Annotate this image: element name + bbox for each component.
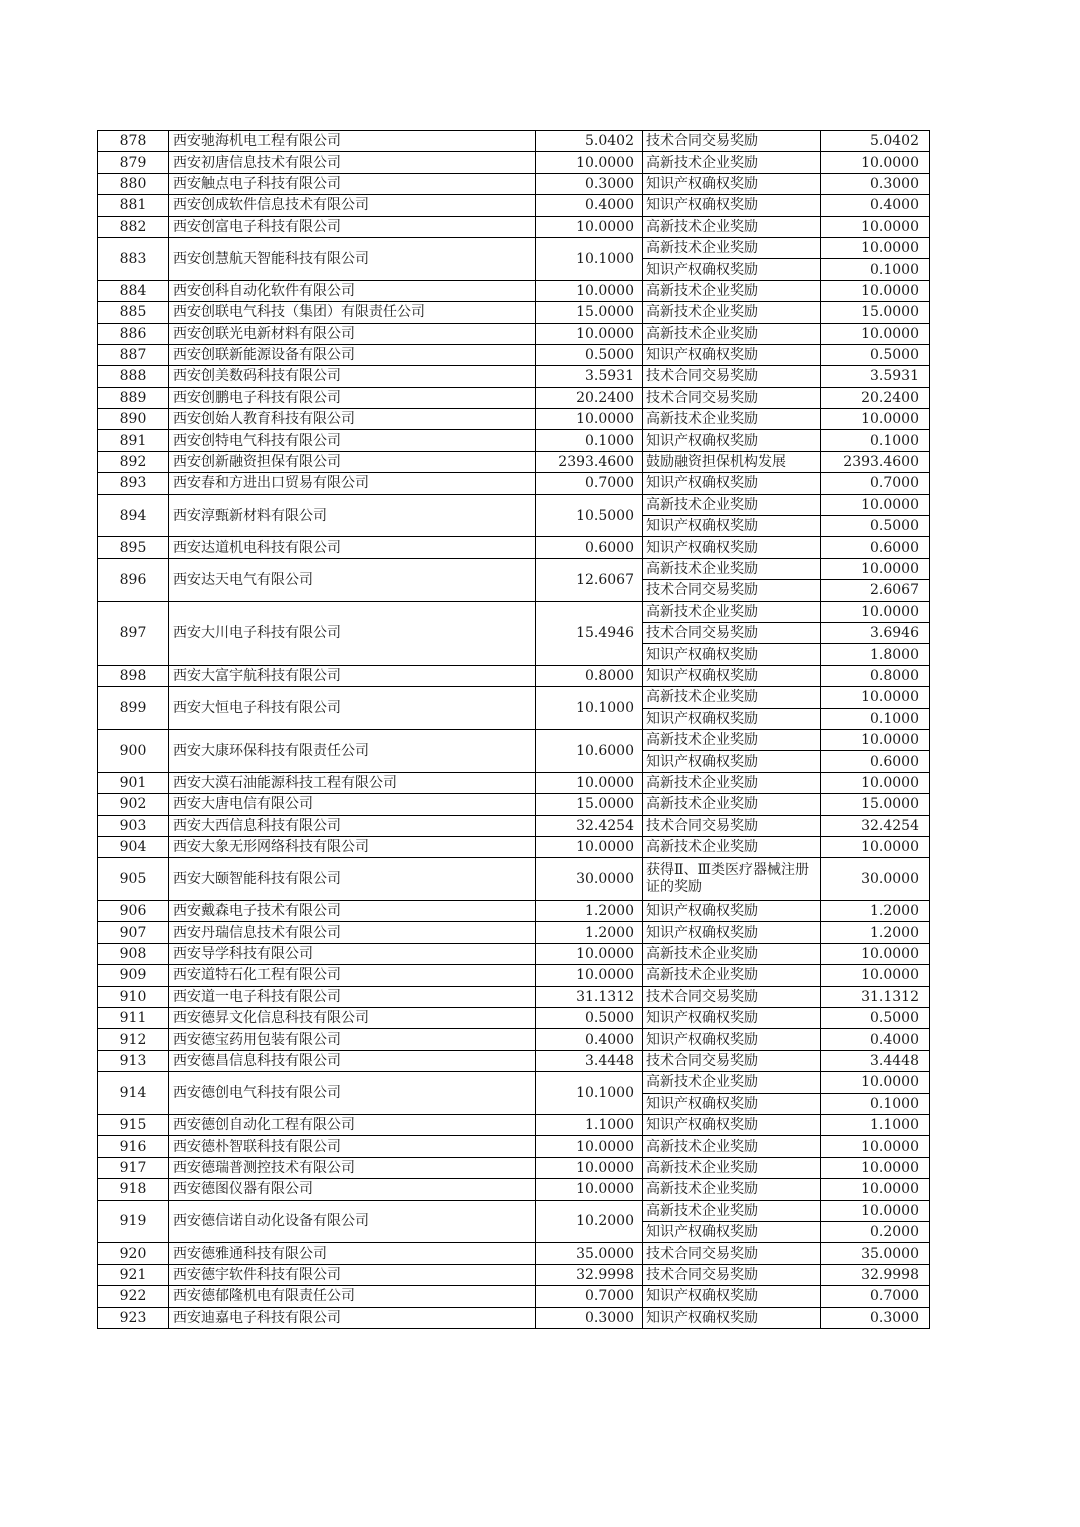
- company-name: 西安导学科技有限公司: [169, 943, 536, 964]
- company-name: 西安德郁隆机电有限责任公司: [169, 1286, 536, 1307]
- reward-type: 高新技术企业奖励: [643, 729, 821, 750]
- row-number: 911: [98, 1008, 169, 1029]
- table-row: [98, 1050, 930, 1071]
- reward-amount: 3.5931: [821, 366, 930, 387]
- total-amount: 31.1312: [536, 986, 643, 1007]
- reward-type: 技术合同交易奖励: [643, 1264, 821, 1285]
- table-row: [98, 409, 930, 430]
- reward-amount: 0.4000: [821, 195, 930, 216]
- company-name: 西安德信诺自动化设备有限公司: [169, 1200, 536, 1243]
- table-row: [98, 1179, 930, 1200]
- reward-amount: 20.2400: [821, 387, 930, 408]
- row-number: 898: [98, 665, 169, 686]
- reward-type: 知识产权确权奖励: [643, 344, 821, 365]
- row-number: 907: [98, 922, 169, 943]
- table-row: [98, 473, 930, 494]
- reward-amount: 10.0000: [821, 152, 930, 173]
- reward-type: 获得Ⅱ、Ⅲ类医疗器械注册证的奖励: [643, 858, 821, 901]
- table-row: [98, 687, 930, 708]
- total-amount: 10.2000: [536, 1200, 643, 1243]
- total-amount: 32.9998: [536, 1264, 643, 1285]
- row-number: 890: [98, 409, 169, 430]
- company-name: 西安大川电子科技有限公司: [169, 601, 536, 665]
- row-number: 887: [98, 344, 169, 365]
- table-row: [98, 537, 930, 558]
- table-row: [98, 1029, 930, 1050]
- total-amount: 20.2400: [536, 387, 643, 408]
- table-row: [98, 1286, 930, 1307]
- table-row: [98, 280, 930, 301]
- reward-amount: 10.0000: [821, 1157, 930, 1178]
- reward-amount: 0.4000: [821, 1029, 930, 1050]
- total-amount: 10.1000: [536, 687, 643, 730]
- company-name: 西安大富宇航科技有限公司: [169, 665, 536, 686]
- row-number: 895: [98, 537, 169, 558]
- table-row: [98, 922, 930, 943]
- total-amount: 1.1000: [536, 1114, 643, 1135]
- reward-type: 技术合同交易奖励: [643, 366, 821, 387]
- row-number: 923: [98, 1307, 169, 1328]
- row-number: 915: [98, 1114, 169, 1135]
- row-number: 903: [98, 815, 169, 836]
- reward-amount: 10.0000: [821, 687, 930, 708]
- reward-type: 知识产权确权奖励: [643, 195, 821, 216]
- table-row: [98, 1243, 930, 1264]
- reward-type: 高新技术企业奖励: [643, 280, 821, 301]
- row-number: 888: [98, 366, 169, 387]
- reward-amount: 32.4254: [821, 815, 930, 836]
- company-name: 西安丹瑞信息技术有限公司: [169, 922, 536, 943]
- table-row: [98, 1307, 930, 1328]
- table-row: [98, 1157, 930, 1178]
- company-name: 西安达天电气有限公司: [169, 558, 536, 601]
- company-name: 西安德昇文化信息科技有限公司: [169, 1008, 536, 1029]
- reward-amount: 0.6000: [821, 537, 930, 558]
- reward-type: 知识产权确权奖励: [643, 1093, 821, 1114]
- total-amount: 2393.4600: [536, 451, 643, 472]
- row-number: 922: [98, 1286, 169, 1307]
- row-number: 910: [98, 986, 169, 1007]
- table-row: [98, 237, 930, 258]
- reward-type: 技术合同交易奖励: [643, 815, 821, 836]
- company-name: 西安创成软件信息技术有限公司: [169, 195, 536, 216]
- reward-type: 知识产权确权奖励: [643, 708, 821, 729]
- row-number: 899: [98, 687, 169, 730]
- company-name: 西安德宇软件科技有限公司: [169, 1264, 536, 1285]
- company-name: 西安创美数码科技有限公司: [169, 366, 536, 387]
- reward-type: 知识产权确权奖励: [643, 644, 821, 665]
- total-amount: 10.0000: [536, 409, 643, 430]
- company-name: 西安德图仪器有限公司: [169, 1179, 536, 1200]
- row-number: 909: [98, 965, 169, 986]
- company-name: 西安创始人教育科技有限公司: [169, 409, 536, 430]
- table-row: [98, 772, 930, 793]
- total-amount: 10.0000: [536, 280, 643, 301]
- table-row: [98, 986, 930, 1007]
- reward-amount: 10.0000: [821, 323, 930, 344]
- total-amount: 35.0000: [536, 1243, 643, 1264]
- row-number: 904: [98, 836, 169, 857]
- table-row: [98, 815, 930, 836]
- company-name: 西安创特电气科技有限公司: [169, 430, 536, 451]
- reward-type: 高新技术企业奖励: [643, 836, 821, 857]
- reward-amount: 35.0000: [821, 1243, 930, 1264]
- row-number: 886: [98, 323, 169, 344]
- table-row: [98, 943, 930, 964]
- table-row: [98, 858, 930, 901]
- reward-type: 高新技术企业奖励: [643, 772, 821, 793]
- reward-type: 鼓励融资担保机构发展: [643, 451, 821, 472]
- reward-amount: 10.0000: [821, 1200, 930, 1221]
- reward-amount: 10.0000: [821, 558, 930, 579]
- reward-amount: 0.5000: [821, 516, 930, 537]
- company-name: 西安创新融资担保有限公司: [169, 451, 536, 472]
- reward-amount: 1.8000: [821, 644, 930, 665]
- reward-type: 高新技术企业奖励: [643, 601, 821, 622]
- total-amount: 10.0000: [536, 1179, 643, 1200]
- company-name: 西安达道机电科技有限公司: [169, 537, 536, 558]
- reward-amount: 0.1000: [821, 1093, 930, 1114]
- total-amount: 0.4000: [536, 195, 643, 216]
- table-row: [98, 1114, 930, 1135]
- company-name: 西安创慧航天智能科技有限公司: [169, 237, 536, 280]
- total-amount: 10.0000: [536, 1136, 643, 1157]
- reward-amount: 0.7000: [821, 473, 930, 494]
- reward-type: 高新技术企业奖励: [643, 794, 821, 815]
- total-amount: 15.0000: [536, 794, 643, 815]
- reward-amount: 0.5000: [821, 1008, 930, 1029]
- reward-type: 高新技术企业奖励: [643, 687, 821, 708]
- company-name: 西安触点电子科技有限公司: [169, 173, 536, 194]
- total-amount: 10.0000: [536, 943, 643, 964]
- company-name: 西安创科自动化软件有限公司: [169, 280, 536, 301]
- total-amount: 10.5000: [536, 494, 643, 537]
- table-row: [98, 195, 930, 216]
- reward-type: 高新技术企业奖励: [643, 409, 821, 430]
- row-number: 894: [98, 494, 169, 537]
- total-amount: 0.8000: [536, 665, 643, 686]
- reward-type: 知识产权确权奖励: [643, 1029, 821, 1050]
- company-name: 西安德创自动化工程有限公司: [169, 1114, 536, 1135]
- row-number: 893: [98, 473, 169, 494]
- table-row: [98, 1136, 930, 1157]
- reward-type: 高新技术企业奖励: [643, 558, 821, 579]
- table-row: [98, 387, 930, 408]
- reward-amount: 15.0000: [821, 794, 930, 815]
- reward-type: 技术合同交易奖励: [643, 622, 821, 643]
- award-table-body: [98, 131, 930, 1329]
- table-row: [98, 216, 930, 237]
- row-number: 891: [98, 430, 169, 451]
- total-amount: 10.0000: [536, 965, 643, 986]
- reward-amount: 10.0000: [821, 494, 930, 515]
- total-amount: 0.3000: [536, 1307, 643, 1328]
- company-name: 西安迪嘉电子科技有限公司: [169, 1307, 536, 1328]
- total-amount: 0.7000: [536, 1286, 643, 1307]
- reward-amount: 0.2000: [821, 1221, 930, 1242]
- reward-type: 高新技术企业奖励: [643, 943, 821, 964]
- reward-amount: 10.0000: [821, 601, 930, 622]
- row-number: 900: [98, 729, 169, 772]
- reward-amount: 30.0000: [821, 858, 930, 901]
- company-name: 西安德创电气科技有限公司: [169, 1072, 536, 1115]
- total-amount: 10.0000: [536, 772, 643, 793]
- row-number: 897: [98, 601, 169, 665]
- reward-amount: 0.1000: [821, 430, 930, 451]
- row-number: 885: [98, 302, 169, 323]
- reward-amount: 32.9998: [821, 1264, 930, 1285]
- row-number: 919: [98, 1200, 169, 1243]
- row-number: 883: [98, 237, 169, 280]
- total-amount: 0.4000: [536, 1029, 643, 1050]
- reward-amount: 10.0000: [821, 216, 930, 237]
- total-amount: 15.4946: [536, 601, 643, 665]
- total-amount: 10.0000: [536, 836, 643, 857]
- total-amount: 30.0000: [536, 858, 643, 901]
- reward-type: 知识产权确权奖励: [643, 516, 821, 537]
- reward-type: 知识产权确权奖励: [643, 473, 821, 494]
- company-name: 西安德宝药用包装有限公司: [169, 1029, 536, 1050]
- reward-type: 高新技术企业奖励: [643, 323, 821, 344]
- reward-type: 知识产权确权奖励: [643, 665, 821, 686]
- total-amount: 1.2000: [536, 922, 643, 943]
- reward-amount: 10.0000: [821, 965, 930, 986]
- reward-type: 高新技术企业奖励: [643, 1200, 821, 1221]
- row-number: 881: [98, 195, 169, 216]
- table-row: [98, 302, 930, 323]
- total-amount: 15.0000: [536, 302, 643, 323]
- row-number: 908: [98, 943, 169, 964]
- row-number: 884: [98, 280, 169, 301]
- row-number: 889: [98, 387, 169, 408]
- reward-type: 高新技术企业奖励: [643, 1179, 821, 1200]
- reward-type: 技术合同交易奖励: [643, 131, 821, 152]
- reward-type: 知识产权确权奖励: [643, 1114, 821, 1135]
- table-row: [98, 601, 930, 622]
- reward-amount: 15.0000: [821, 302, 930, 323]
- row-number: 896: [98, 558, 169, 601]
- award-table: [97, 130, 930, 1329]
- reward-amount: 10.0000: [821, 1072, 930, 1093]
- reward-amount: 31.1312: [821, 986, 930, 1007]
- total-amount: 12.6067: [536, 558, 643, 601]
- reward-type: 知识产权确权奖励: [643, 259, 821, 280]
- company-name: 西安大唐电信有限公司: [169, 794, 536, 815]
- company-name: 西安创联光电新材料有限公司: [169, 323, 536, 344]
- reward-type: 技术合同交易奖励: [643, 1243, 821, 1264]
- total-amount: 10.0000: [536, 216, 643, 237]
- reward-amount: 0.8000: [821, 665, 930, 686]
- total-amount: 0.5000: [536, 344, 643, 365]
- table-row: [98, 366, 930, 387]
- total-amount: 0.3000: [536, 173, 643, 194]
- reward-type: 高新技术企业奖励: [643, 1136, 821, 1157]
- reward-type: 知识产权确权奖励: [643, 430, 821, 451]
- table-row: [98, 131, 930, 152]
- reward-amount: 10.0000: [821, 729, 930, 750]
- row-number: 902: [98, 794, 169, 815]
- total-amount: 1.2000: [536, 901, 643, 922]
- total-amount: 10.0000: [536, 152, 643, 173]
- reward-type: 知识产权确权奖励: [643, 922, 821, 943]
- company-name: 西安大康环保科技有限责任公司: [169, 729, 536, 772]
- total-amount: 32.4254: [536, 815, 643, 836]
- company-name: 西安大西信息科技有限公司: [169, 815, 536, 836]
- reward-type: 技术合同交易奖励: [643, 580, 821, 601]
- table-row: [98, 1200, 930, 1221]
- reward-type: 技术合同交易奖励: [643, 986, 821, 1007]
- table-row: [98, 1264, 930, 1285]
- reward-amount: 10.0000: [821, 836, 930, 857]
- reward-type: 高新技术企业奖励: [643, 965, 821, 986]
- row-number: 913: [98, 1050, 169, 1071]
- reward-amount: 0.1000: [821, 708, 930, 729]
- table-row: [98, 729, 930, 750]
- row-number: 917: [98, 1157, 169, 1178]
- row-number: 914: [98, 1072, 169, 1115]
- reward-type: 知识产权确权奖励: [643, 537, 821, 558]
- reward-type: 技术合同交易奖励: [643, 387, 821, 408]
- reward-amount: 0.5000: [821, 344, 930, 365]
- row-number: 905: [98, 858, 169, 901]
- total-amount: 10.1000: [536, 237, 643, 280]
- table-row: [98, 344, 930, 365]
- total-amount: 3.5931: [536, 366, 643, 387]
- reward-type: 高新技术企业奖励: [643, 494, 821, 515]
- company-name: 西安创鹏电子科技有限公司: [169, 387, 536, 408]
- reward-amount: 1.1000: [821, 1114, 930, 1135]
- table-row: [98, 430, 930, 451]
- row-number: 920: [98, 1243, 169, 1264]
- company-name: 西安创联新能源设备有限公司: [169, 344, 536, 365]
- row-number: 878: [98, 131, 169, 152]
- reward-amount: 3.4448: [821, 1050, 930, 1071]
- total-amount: 10.0000: [536, 323, 643, 344]
- reward-type: 知识产权确权奖励: [643, 1008, 821, 1029]
- reward-amount: 10.0000: [821, 280, 930, 301]
- row-number: 916: [98, 1136, 169, 1157]
- table-row: [98, 1008, 930, 1029]
- company-name: 西安德朴智联科技有限公司: [169, 1136, 536, 1157]
- row-number: 879: [98, 152, 169, 173]
- table-row: [98, 794, 930, 815]
- reward-type: 高新技术企业奖励: [643, 1072, 821, 1093]
- table-row: [98, 665, 930, 686]
- reward-type: 知识产权确权奖励: [643, 1307, 821, 1328]
- reward-amount: 2.6067: [821, 580, 930, 601]
- reward-amount: 0.3000: [821, 1307, 930, 1328]
- row-number: 906: [98, 901, 169, 922]
- total-amount: 0.6000: [536, 537, 643, 558]
- row-number: 901: [98, 772, 169, 793]
- reward-amount: 2393.4600: [821, 451, 930, 472]
- table-row: [98, 558, 930, 579]
- table-row: [98, 173, 930, 194]
- company-name: 西安道特石化工程有限公司: [169, 965, 536, 986]
- company-name: 西安淳甄新材料有限公司: [169, 494, 536, 537]
- company-name: 西安驰海机电工程有限公司: [169, 131, 536, 152]
- company-name: 西安创联电气科技（集团）有限责任公司: [169, 302, 536, 323]
- total-amount: 3.4448: [536, 1050, 643, 1071]
- company-name: 西安春和方进出口贸易有限公司: [169, 473, 536, 494]
- reward-amount: 0.6000: [821, 751, 930, 772]
- total-amount: 0.5000: [536, 1008, 643, 1029]
- reward-amount: 10.0000: [821, 409, 930, 430]
- reward-type: 高新技术企业奖励: [643, 302, 821, 323]
- row-number: 880: [98, 173, 169, 194]
- total-amount: 10.1000: [536, 1072, 643, 1115]
- table-row: [98, 901, 930, 922]
- reward-type: 高新技术企业奖励: [643, 1157, 821, 1178]
- total-amount: 10.6000: [536, 729, 643, 772]
- reward-amount: 0.7000: [821, 1286, 930, 1307]
- table-row: [98, 152, 930, 173]
- reward-type: 高新技术企业奖励: [643, 237, 821, 258]
- reward-amount: 5.0402: [821, 131, 930, 152]
- company-name: 西安德昌信息科技有限公司: [169, 1050, 536, 1071]
- reward-type: 知识产权确权奖励: [643, 901, 821, 922]
- reward-type: 知识产权确权奖励: [643, 1221, 821, 1242]
- total-amount: 0.1000: [536, 430, 643, 451]
- table-row: [98, 836, 930, 857]
- reward-amount: 0.3000: [821, 173, 930, 194]
- reward-amount: 10.0000: [821, 237, 930, 258]
- total-amount: 10.0000: [536, 1157, 643, 1178]
- company-name: 西安道一电子科技有限公司: [169, 986, 536, 1007]
- reward-amount: 1.2000: [821, 922, 930, 943]
- reward-amount: 1.2000: [821, 901, 930, 922]
- reward-amount: 10.0000: [821, 1179, 930, 1200]
- reward-amount: 10.0000: [821, 1136, 930, 1157]
- company-name: 西安初唐信息技术有限公司: [169, 152, 536, 173]
- row-number: 918: [98, 1179, 169, 1200]
- table-row: [98, 494, 930, 515]
- reward-type: 高新技术企业奖励: [643, 152, 821, 173]
- company-name: 西安戴森电子技术有限公司: [169, 901, 536, 922]
- company-name: 西安创富电子科技有限公司: [169, 216, 536, 237]
- table-row: [98, 1072, 930, 1093]
- reward-amount: 3.6946: [821, 622, 930, 643]
- company-name: 西安大恒电子科技有限公司: [169, 687, 536, 730]
- total-amount: 5.0402: [536, 131, 643, 152]
- reward-type: 技术合同交易奖励: [643, 1050, 821, 1071]
- reward-type: 高新技术企业奖励: [643, 216, 821, 237]
- reward-type: 知识产权确权奖励: [643, 173, 821, 194]
- company-name: 西安德瑞普测控技术有限公司: [169, 1157, 536, 1178]
- company-name: 西安德雅通科技有限公司: [169, 1243, 536, 1264]
- table-row: [98, 451, 930, 472]
- row-number: 882: [98, 216, 169, 237]
- reward-type: 知识产权确权奖励: [643, 751, 821, 772]
- reward-amount: 10.0000: [821, 943, 930, 964]
- company-name: 西安大颐智能科技有限公司: [169, 858, 536, 901]
- table-row: [98, 965, 930, 986]
- reward-amount: 0.1000: [821, 259, 930, 280]
- company-name: 西安大象无形网络科技有限公司: [169, 836, 536, 857]
- row-number: 921: [98, 1264, 169, 1285]
- total-amount: 0.7000: [536, 473, 643, 494]
- company-name: 西安大漠石油能源科技工程有限公司: [169, 772, 536, 793]
- row-number: 912: [98, 1029, 169, 1050]
- reward-amount: 10.0000: [821, 772, 930, 793]
- table-row: [98, 323, 930, 344]
- row-number: 892: [98, 451, 169, 472]
- reward-type: 知识产权确权奖励: [643, 1286, 821, 1307]
